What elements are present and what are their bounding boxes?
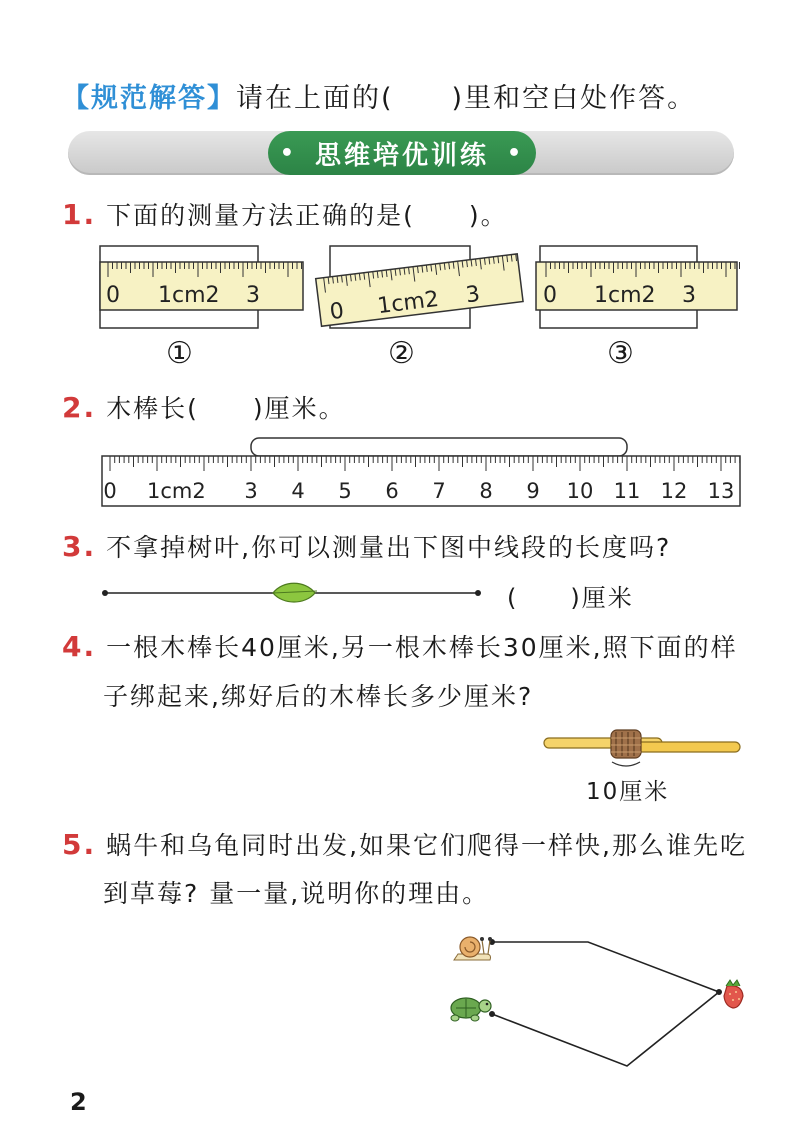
- question-text-line-1: 蜗牛和乌龟同时出发,如果它们爬得一样快,那么谁先吃: [106, 831, 747, 860]
- ruler-label: 3: [464, 281, 482, 309]
- ruler-label: 0: [543, 283, 557, 308]
- ruler-label: 3: [682, 283, 696, 308]
- ruler-label: 5: [338, 479, 352, 503]
- turtle-start-point: [489, 1011, 495, 1017]
- question-5-line-2: 到草莓? 量一量,说明你的理由。: [103, 879, 490, 908]
- question-4: [62, 628, 738, 664]
- q1-figure-2: [316, 246, 523, 328]
- question-5: [62, 826, 747, 862]
- snail-icon: [454, 937, 492, 960]
- option-3: ③: [607, 336, 634, 371]
- q3-line-segment-figure: [95, 578, 495, 608]
- binding-rope-icon: [611, 730, 641, 758]
- question-3: [62, 528, 671, 564]
- q2-ruler-figure: [0, 432, 800, 512]
- question-text-line-1: 一根木棒长40厘米,另一根木棒长30厘米,照下面的样: [106, 633, 738, 662]
- ruler-label: 0: [328, 298, 346, 326]
- overlap-brace: [612, 762, 640, 766]
- ruler-label: 1cm2: [594, 283, 656, 308]
- overlap-label: 10厘米: [586, 779, 670, 805]
- question-number: 2.: [62, 391, 97, 424]
- wooden-stick: [251, 438, 627, 456]
- question-4-line-2: 子绑起来,绑好后的木棒长多少厘米?: [103, 682, 534, 711]
- ruler-label: 13: [707, 479, 735, 503]
- snail-path: [492, 942, 719, 992]
- turtle-path: [492, 992, 719, 1066]
- question-number: 3.: [62, 530, 97, 563]
- instruction-line: [62, 76, 696, 115]
- ruler-label: 7: [432, 479, 446, 503]
- q5-path-figure: [440, 920, 760, 1080]
- question-text: 不拿掉树叶,你可以测量出下图中线段的长度吗?: [106, 533, 672, 562]
- ruler-label: 10: [566, 479, 594, 503]
- instruction-tag: 【规范解答】: [62, 83, 236, 114]
- section-title: 思维培优训练: [314, 140, 489, 171]
- question-text: 下面的测量方法正确的是( )。: [106, 201, 508, 230]
- q1-rulers-figure: [0, 236, 800, 340]
- ruler-label: 0: [106, 283, 120, 308]
- option-2: ②: [388, 336, 415, 371]
- q3-answer-blank: ( )厘米: [507, 584, 634, 612]
- ruler-label: 4: [291, 479, 305, 503]
- strawberry-icon: [724, 980, 743, 1008]
- q1-figure-3: [536, 246, 740, 328]
- question-number: 5.: [62, 828, 97, 861]
- ruler-label: 1cm2: [147, 479, 206, 503]
- ruler-label: 12: [660, 479, 688, 503]
- segment-endpoint: [475, 590, 481, 596]
- section-banner: [268, 131, 536, 175]
- instruction-text: 请在上面的( )里和空白处作答。: [236, 83, 697, 114]
- ruler-label: 3: [246, 283, 260, 308]
- ruler-label: 0: [103, 479, 117, 503]
- option-1: ①: [166, 336, 193, 371]
- question-number: 4.: [62, 630, 97, 663]
- banner-dot-left: •: [279, 140, 297, 166]
- question-2: [62, 389, 346, 425]
- question-number: 1.: [62, 198, 97, 231]
- segment-endpoint: [102, 590, 108, 596]
- ruler-label: 9: [526, 479, 540, 503]
- q1-figure-1: [100, 246, 303, 328]
- leaf-icon: [273, 583, 317, 602]
- turtle-icon: [451, 998, 491, 1021]
- ruler-label: 8: [479, 479, 493, 503]
- question-1: [62, 196, 508, 232]
- ruler-label: 6: [385, 479, 399, 503]
- ruler-label: 3: [244, 479, 258, 503]
- question-text: 木棒长( )厘米。: [106, 394, 346, 423]
- ruler-label: 1cm2: [158, 283, 220, 308]
- q4-tied-sticks-figure: [540, 724, 745, 774]
- ruler-label: 11: [613, 479, 641, 503]
- strawberry-point: [716, 989, 722, 995]
- banner-dot-right: •: [507, 140, 525, 166]
- ruler-label: 1cm2: [376, 286, 441, 320]
- page-number: 2: [70, 1088, 87, 1116]
